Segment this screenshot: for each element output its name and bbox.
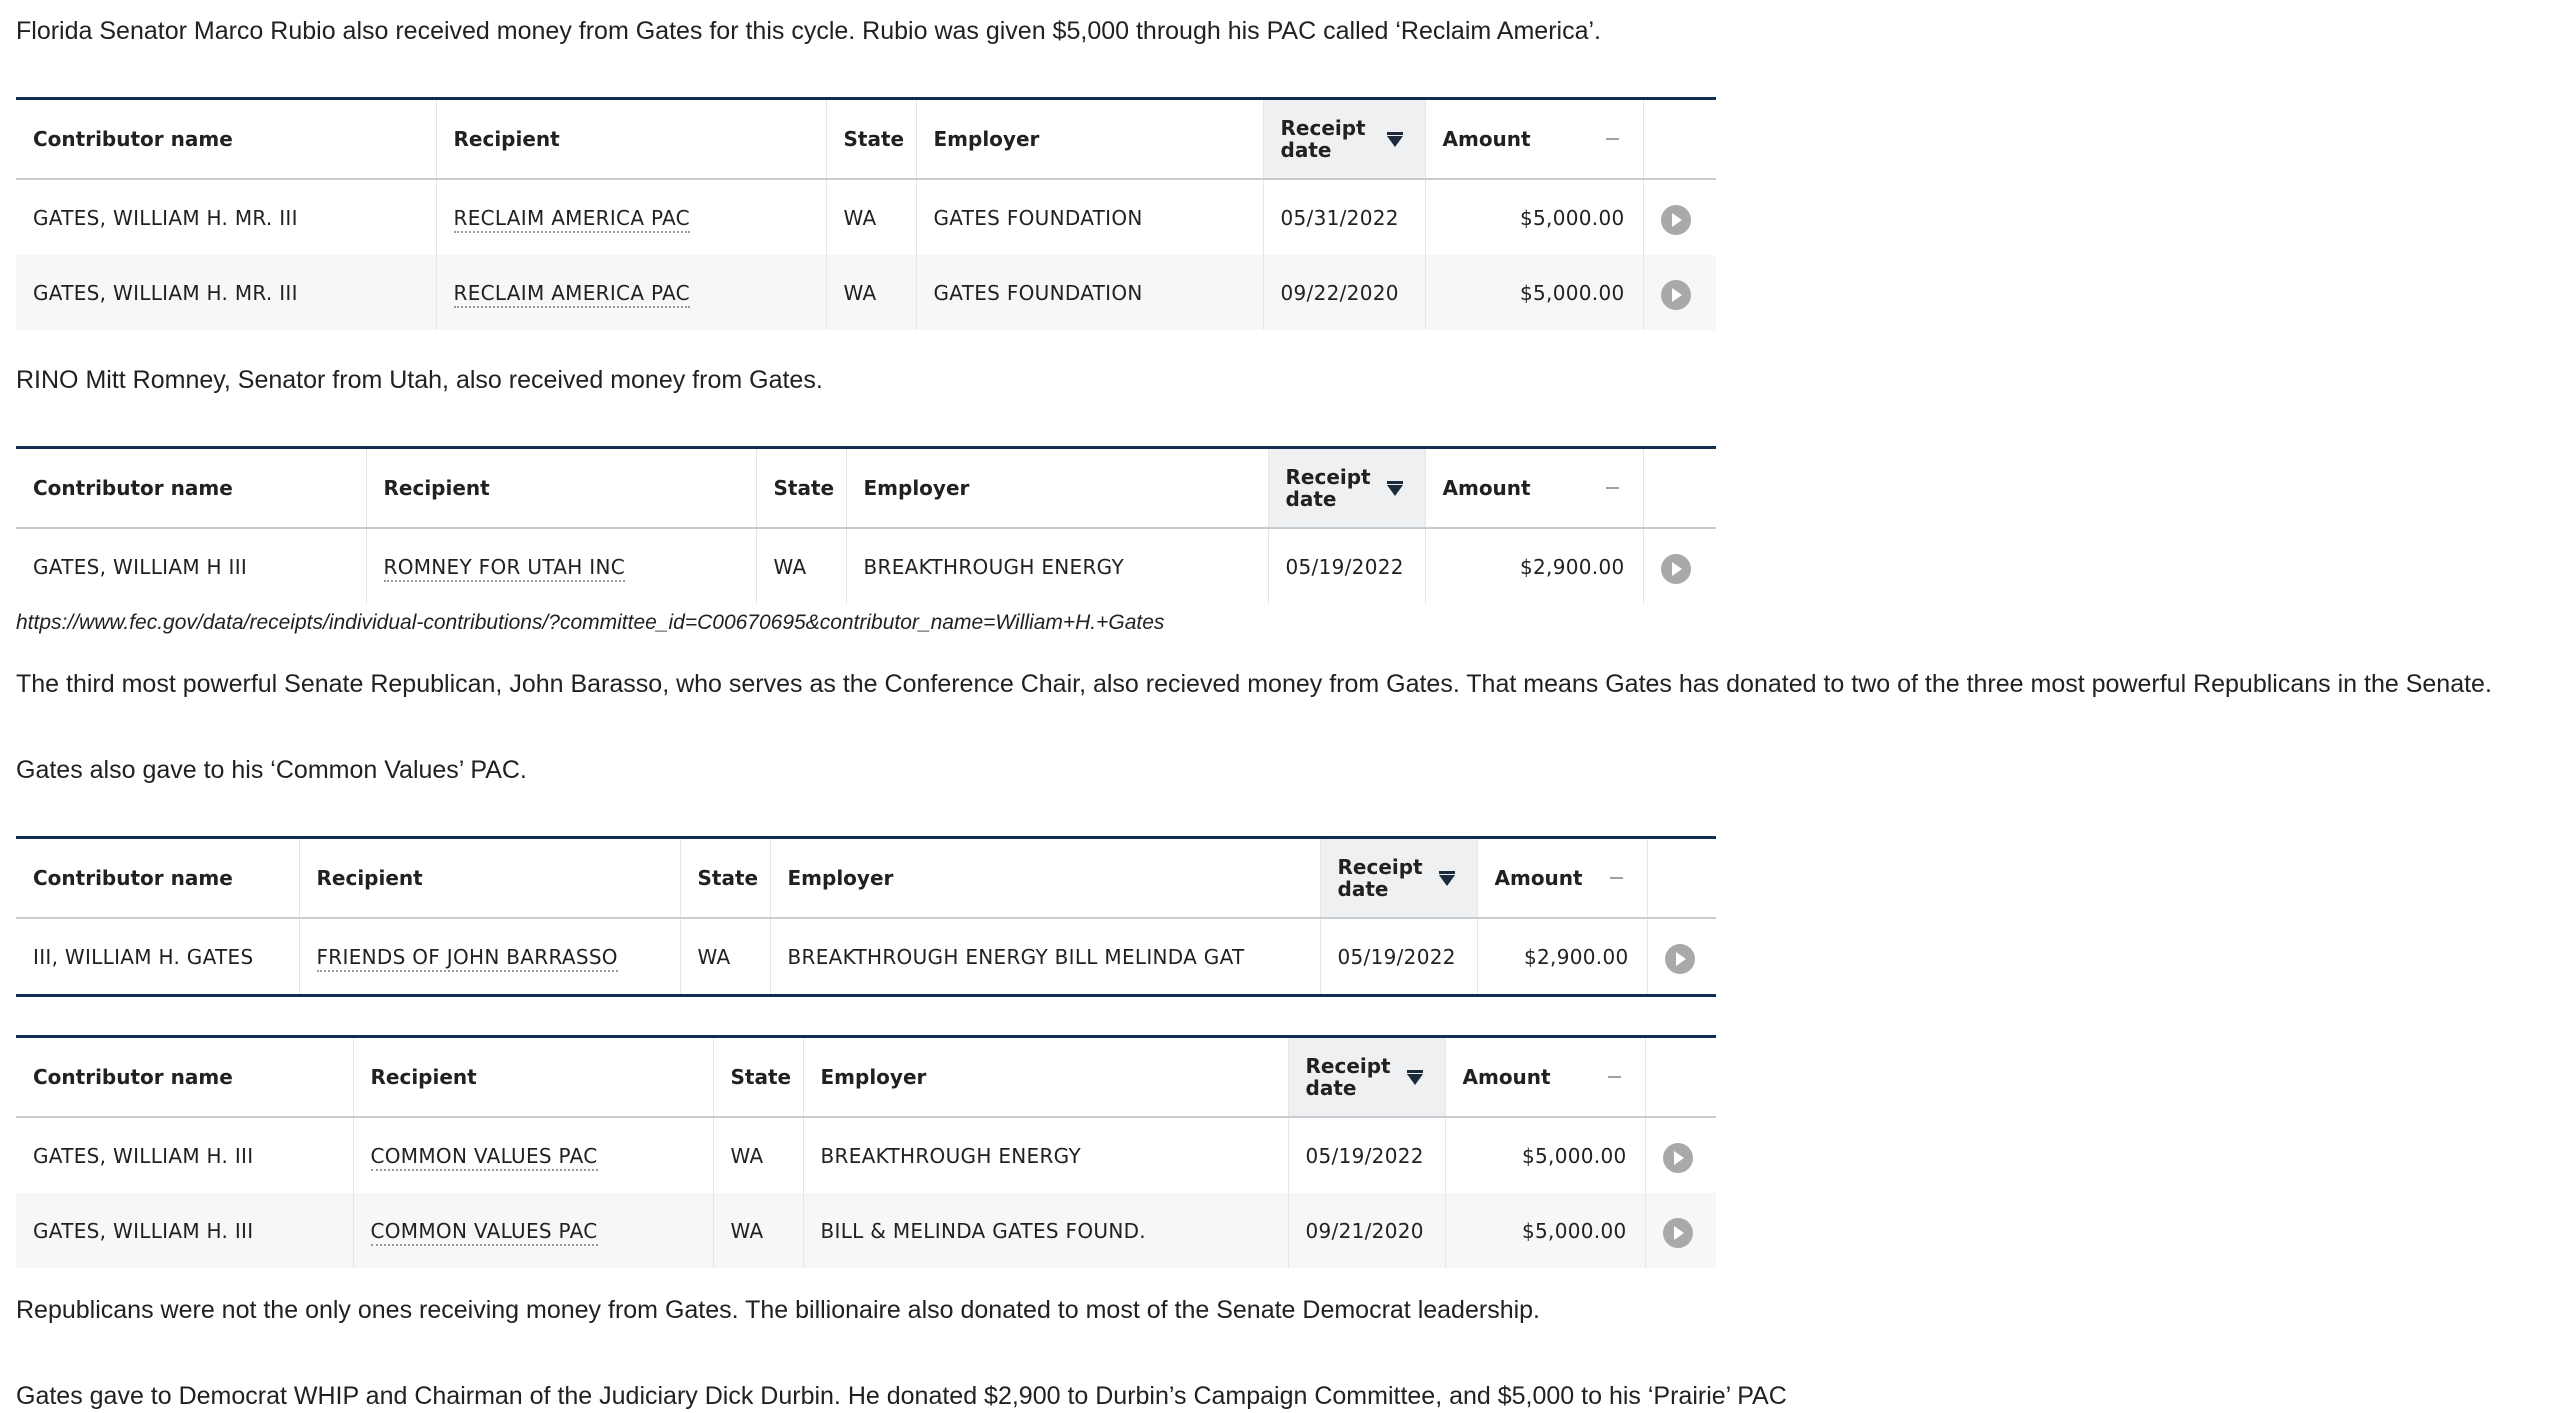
paragraph-democrats: Republicans were not the only ones receiving money from Gates. The billionaire also donated to most of the Senate Democrat leadership. [16,1296,1540,1324]
cell-amount: $5,000.00 [1425,179,1643,255]
cell-employer: BREAKTHROUGH ENERGY [846,528,1268,604]
cell-state: WA [826,179,916,255]
play-circle-icon[interactable] [1665,944,1695,974]
cell-recipient [436,255,826,330]
column-header-expand [1643,448,1716,529]
cell-recipient [436,179,826,255]
recipient-link[interactable]: ROMNEY FOR UTAH INC [384,555,625,582]
receipt-label-line2: date [1285,487,1337,511]
column-header-expand [1647,838,1716,919]
sort-descending-icon[interactable] [1387,136,1403,147]
paragraph-common-values: Gates also gave to his ‘Common Values’ PAC. [16,756,527,784]
column-header-expand [1643,99,1716,180]
cell-state: WA [826,255,916,330]
receipt-label-line1: Receipt [1337,855,1423,879]
cell-recipient [299,918,680,996]
column-header-amount[interactable] [1445,1037,1645,1118]
amount-label: Amount [1462,1065,1551,1089]
table-row[interactable] [16,179,1716,255]
cell-amount: $5,000.00 [1445,1193,1645,1268]
paragraph-barrasso: The third most powerful Senate Republican, John Barasso, who serves as the Conference Chair, also recieved money from Gates. That means Gates has donated to two of the three most powerful Republicans in the Senate. [16,670,2492,698]
cell-receipt-date: 09/22/2020 [1263,255,1425,330]
cell-expand [1647,918,1716,996]
contributions-table-rubio [16,97,1716,330]
recipient-link[interactable]: RECLAIM AMERICA PAC [454,281,690,308]
minus-icon[interactable] [1608,1076,1621,1078]
cell-contributor: GATES, WILLIAM H. III [16,1117,353,1193]
cell-receipt-date: 05/19/2022 [1268,528,1425,604]
receipt-label-line2: date [1337,877,1389,901]
table-header-row [16,448,1716,529]
column-header-state[interactable]: State [680,838,770,919]
amount-label: Amount [1442,476,1531,500]
minus-icon[interactable] [1606,138,1619,140]
table-row[interactable] [16,1193,1716,1268]
cell-expand [1643,255,1716,330]
column-header-recipient[interactable]: Recipient [353,1037,713,1118]
column-header-employer[interactable]: Employer [803,1037,1288,1118]
cell-amount: $5,000.00 [1425,255,1643,330]
cell-amount: $2,900.00 [1477,918,1647,996]
play-circle-icon[interactable] [1661,280,1691,310]
cell-employer: GATES FOUNDATION [916,255,1263,330]
sort-descending-icon[interactable] [1439,875,1455,886]
recipient-link[interactable]: FRIENDS OF JOHN BARRASSO [317,945,618,972]
paragraph-durbin: Gates gave to Democrat WHIP and Chairman of the Judiciary Dick Durbin. He donated $2,900 to Durbin’s Campaign Committee, and $5,000 to his ‘Prairie’ PAC [16,1382,1787,1410]
cell-contributor: GATES, WILLIAM H. III [16,1193,353,1268]
column-header-amount[interactable] [1477,838,1647,919]
cell-state: WA [713,1193,803,1268]
cell-receipt-date: 05/31/2022 [1263,179,1425,255]
table-header-row [16,99,1716,180]
column-header-receipt-date[interactable] [1268,448,1425,529]
amount-label: Amount [1442,127,1531,151]
cell-employer: BREAKTHROUGH ENERGY BILL MELINDA GAT [770,918,1320,996]
play-circle-icon[interactable] [1663,1218,1693,1248]
minus-icon[interactable] [1610,877,1623,879]
paragraph-rubio: Florida Senator Marco Rubio also received money from Gates for this cycle. Rubio was given $5,000 through his PAC called ‘Reclaim America’. [16,17,1601,45]
column-header-employer[interactable]: Employer [846,448,1268,529]
receipt-label-line1: Receipt [1280,116,1366,140]
cell-expand [1643,528,1716,604]
cell-contributor: GATES, WILLIAM H. MR. III [16,255,436,330]
cell-employer: BREAKTHROUGH ENERGY [803,1117,1288,1193]
column-header-contributor[interactable]: Contributor name [16,99,436,180]
cell-state: WA [756,528,846,604]
recipient-link[interactable]: COMMON VALUES PAC [371,1219,598,1246]
cell-contributor: GATES, WILLIAM H. MR. III [16,179,436,255]
recipient-link[interactable]: RECLAIM AMERICA PAC [454,206,690,233]
contributions-table-romney [16,446,1716,604]
column-header-recipient[interactable]: Recipient [366,448,756,529]
table-header-row [16,838,1716,919]
cell-recipient [366,528,756,604]
cell-employer: BILL & MELINDA GATES FOUND. [803,1193,1288,1268]
column-header-recipient[interactable]: Recipient [436,99,826,180]
column-header-expand [1645,1037,1716,1118]
sort-descending-icon[interactable] [1407,1074,1423,1085]
play-circle-icon[interactable] [1663,1143,1693,1173]
column-header-receipt-date[interactable] [1320,838,1477,919]
column-header-state[interactable]: State [826,99,916,180]
cell-employer: GATES FOUNDATION [916,179,1263,255]
cell-amount: $2,900.00 [1425,528,1643,604]
receipt-label-line1: Receipt [1285,465,1371,489]
receipt-label-line2: date [1305,1076,1357,1100]
minus-icon[interactable] [1606,487,1619,489]
cell-receipt-date: 05/19/2022 [1320,918,1477,996]
table-row[interactable] [16,255,1716,330]
amount-label: Amount [1494,866,1583,890]
table-header-row [16,1037,1716,1118]
cell-expand [1643,179,1716,255]
cell-state: WA [713,1117,803,1193]
column-header-contributor[interactable]: Contributor name [16,448,366,529]
cell-contributor: III, WILLIAM H. GATES [16,918,299,996]
cell-recipient [353,1117,713,1193]
column-header-employer[interactable]: Employer [916,99,1263,180]
receipt-label-line2: date [1280,138,1332,162]
column-header-employer[interactable]: Employer [770,838,1320,919]
column-header-state[interactable]: State [756,448,846,529]
recipient-link[interactable]: COMMON VALUES PAC [371,1144,598,1171]
contributions-table-barrasso [16,836,1716,997]
source-url[interactable]: https://www.fec.gov/data/receipts/individual-contributions/?committee_id=C00670695&contributor_name=William+H.+Gates [16,611,1165,634]
cell-state: WA [680,918,770,996]
cell-expand [1645,1117,1716,1193]
cell-receipt-date: 05/19/2022 [1288,1117,1445,1193]
play-circle-icon[interactable] [1661,554,1691,584]
cell-recipient [353,1193,713,1268]
cell-amount: $5,000.00 [1445,1117,1645,1193]
contributions-table-common-values [16,1035,1716,1268]
table-row[interactable] [16,918,1716,996]
column-header-receipt-date[interactable] [1288,1037,1445,1118]
column-header-recipient[interactable]: Recipient [299,838,680,919]
table-row[interactable] [16,1117,1716,1193]
cell-expand [1645,1193,1716,1268]
column-header-receipt-date[interactable] [1263,99,1425,180]
column-header-contributor[interactable]: Contributor name [16,838,299,919]
column-header-amount[interactable] [1425,99,1643,180]
column-header-contributor[interactable]: Contributor name [16,1037,353,1118]
play-circle-icon[interactable] [1661,205,1691,235]
receipt-label-line1: Receipt [1305,1054,1391,1078]
cell-contributor: GATES, WILLIAM H III [16,528,366,604]
column-header-amount[interactable] [1425,448,1643,529]
paragraph-romney: RINO Mitt Romney, Senator from Utah, also received money from Gates. [16,366,823,394]
column-header-state[interactable]: State [713,1037,803,1118]
cell-receipt-date: 09/21/2020 [1288,1193,1445,1268]
table-row[interactable] [16,528,1716,604]
sort-descending-icon[interactable] [1387,485,1403,496]
